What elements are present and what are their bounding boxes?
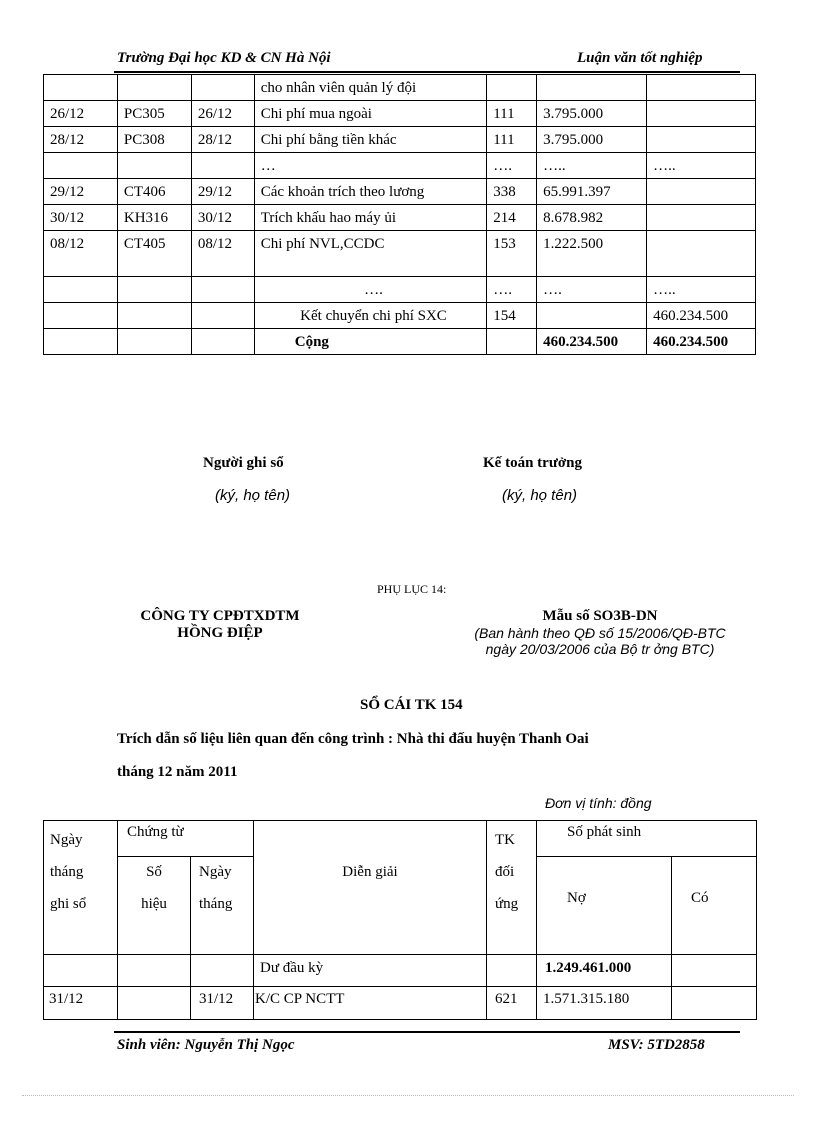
row-description: Dư đầu kỳ bbox=[260, 960, 324, 976]
ledger-grid bbox=[43, 820, 757, 1020]
header-voucher-date: Ngày tháng bbox=[199, 864, 233, 912]
expense-table bbox=[43, 74, 756, 355]
header-posting-date: Ngày tháng ghi sổ bbox=[50, 832, 87, 912]
ledger-title: SỔ CÁI TK 154 bbox=[360, 697, 463, 713]
page-bottom-dotted-line bbox=[22, 1095, 794, 1096]
ledger-table bbox=[43, 820, 757, 1020]
header-title: Luận văn tốt nghiệp bbox=[577, 50, 703, 66]
table-row: Kết chuyển chi phí SXC 154 460.234.500 bbox=[44, 303, 756, 329]
header-contra-account: TK đối ứng bbox=[495, 832, 519, 912]
signer-chief-accountant: Kế toán trưởng bbox=[483, 455, 582, 471]
header-school: Trường Đại học KD & CN Hà Nội bbox=[117, 50, 331, 66]
header-voucher: Chứng từ bbox=[127, 824, 184, 840]
ledger-subtitle: Trích dẫn số liệu liên quan đến công trình : Nhà thi đấu huyện Thanh Oai bbox=[117, 731, 589, 747]
table-row: 08/12 CT405 08/12 Chi phí NVL,CCDC 153 1.222.500 bbox=[44, 231, 756, 277]
table-row: …. …. …. ….. bbox=[44, 277, 756, 303]
appendix-label: PHỤ LỤC 14: bbox=[377, 582, 447, 596]
table-total-row: Cộng 460.234.500 460.234.500 bbox=[44, 329, 756, 355]
header-debit: Nợ bbox=[567, 890, 586, 906]
header-description: Diễn giải bbox=[342, 864, 398, 880]
header-credit: Có bbox=[691, 890, 709, 906]
ledger-period: tháng 12 năm 2011 bbox=[117, 764, 238, 780]
footer-student-id: MSV: 5TD2858 bbox=[608, 1037, 705, 1053]
table-row: 26/12 PC305 26/12 Chi phí mua ngoài 111 3.795.000 bbox=[44, 101, 756, 127]
ledger-unit: Đơn vị tính: đồng bbox=[545, 795, 652, 811]
footer-student: Sinh viên: Nguyễn Thị Ngọc bbox=[117, 1037, 295, 1053]
company-name: CÔNG TY CPĐTXDTM HỒNG ĐIỆP bbox=[140, 608, 300, 641]
signer-recorder-note: (ký, họ tên) bbox=[215, 487, 291, 504]
table-row: … …. ….. ….. bbox=[44, 153, 756, 179]
table-row: 29/12 CT406 29/12 Các khoản trích theo lương 338 65.991.397 bbox=[44, 179, 756, 205]
row-posting-date: 31/12 bbox=[49, 991, 84, 1007]
table-row: 28/12 PC308 28/12 Chi phí bằng tiền khác 111 3.795.000 bbox=[44, 127, 756, 153]
signer-recorder: Người ghi sổ bbox=[203, 455, 284, 471]
header-rule bbox=[114, 71, 740, 73]
footer-rule bbox=[114, 1031, 740, 1033]
row-contra-account: 621 bbox=[495, 991, 518, 1007]
table-row: cho nhân viên quản lý đội bbox=[44, 75, 756, 101]
row-description: K/C CP NCTT bbox=[255, 991, 345, 1007]
form-info: Mẫu số SO3B-DN (Ban hành theo QĐ số 15/2006/QĐ-BTC ngày 20/03/2006 của Bộ tr ởng BTC) bbox=[474, 608, 726, 657]
row-debit: 1.249.461.000 bbox=[545, 960, 632, 976]
row-voucher-date: 31/12 bbox=[199, 991, 234, 1007]
header-amount: Số phát sinh bbox=[567, 824, 642, 840]
header-voucher-no: Số hiệu bbox=[141, 864, 167, 912]
signer-chief-accountant-note: (ký, họ tên) bbox=[502, 487, 578, 504]
table-row: 30/12 KH316 30/12 Trích khấu hao máy ủi 214 8.678.982 bbox=[44, 205, 756, 231]
row-debit: 1.571.315.180 bbox=[543, 991, 630, 1007]
